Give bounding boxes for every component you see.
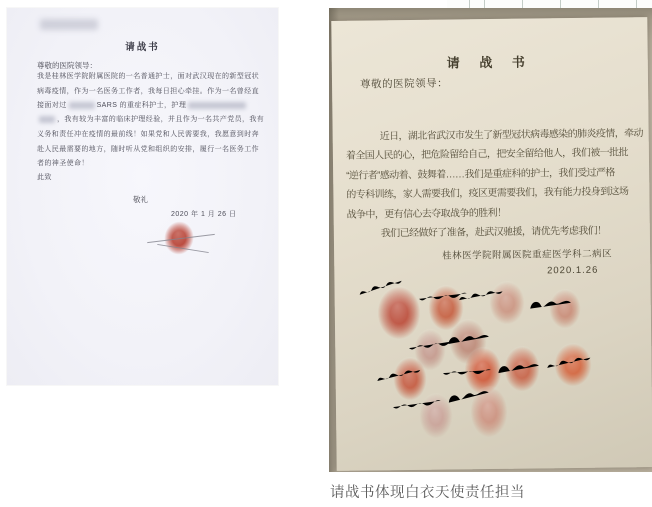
left-letter-line: 者的神圣使命！ (37, 160, 89, 167)
right-letter-line: 的专科训练，家人需要我们，疫区更需要我们，我有能力投身到这场 (346, 186, 629, 201)
left-letter-line-text: 接面对过 (37, 102, 67, 109)
redacted-text (69, 102, 95, 109)
right-petition-letter-photo (329, 8, 652, 472)
left-letter-line-text: SARS 的重症科护士，护理 (96, 102, 187, 109)
left-letter-salutation: 尊敬的医院领导： (37, 61, 97, 70)
right-letter-date: 2020.1.26 (546, 264, 599, 277)
redacted-text (188, 102, 246, 109)
left-letter-line-text: ，我有较为丰富的临床护理经验，并且作为一名共产党员，我有 (57, 116, 265, 123)
left-letter-line (37, 114, 264, 124)
right-letter-line: 近日，湖北省武汉市发生了新型冠状病毒感染的肺炎疫情，牵动 (379, 128, 643, 143)
right-letter-title: 请 战 书 (446, 54, 533, 71)
figure-caption: 请战书体现白衣天使责任担当 (330, 485, 525, 501)
left-letter-date: 2020 年 1 月 26 日 (171, 211, 237, 218)
right-letter-line: 着全国人民的心，把危险留给自己，把安全留给他人，我们被一批批 (345, 147, 628, 162)
left-petition-letter-photo (7, 8, 278, 385)
right-letter-line: 战争中，更有信心去夺取战争的胜利！ (346, 207, 507, 221)
left-letter-line: 赴人民最需要的地方，随时听从党和组织的安排，履行一名医务工作 (37, 146, 259, 153)
right-letter-salutation: 尊敬的医院领导： (359, 77, 449, 91)
right-letter-line: 我们已经做好了准备，赴武汉驰援，请优先考虑我们！ (380, 225, 607, 240)
left-letter-jingli: 敬礼 (133, 195, 148, 204)
redacted-text (39, 116, 55, 123)
left-letter-line (37, 100, 248, 110)
redacted-letterhead (40, 19, 98, 30)
left-letter-title: 请战书 (125, 42, 160, 53)
left-letter-line: 义务和责任冲在疫情的最前线！如果党和人民需要我，我愿意到时奔 (37, 131, 259, 138)
left-letter-line: 病毒疫情，作为一名医务工作者，我每日担心牵挂。作为一名曾经直 (37, 88, 259, 95)
left-letter-line: 我是桂林医学院附属医院的一名普通护士，面对武汉现在的新型冠状 (37, 73, 259, 80)
left-letter-cizhi: 此致 (37, 174, 52, 181)
handwritten-signature (526, 293, 579, 315)
right-letter-signature: 桂林医学院附属医院重症医学科二病区 (442, 248, 613, 262)
right-letter-line: “逆行者”感动着、鼓舞着……我们是重症科的护士，我们受过严格 (346, 167, 615, 182)
